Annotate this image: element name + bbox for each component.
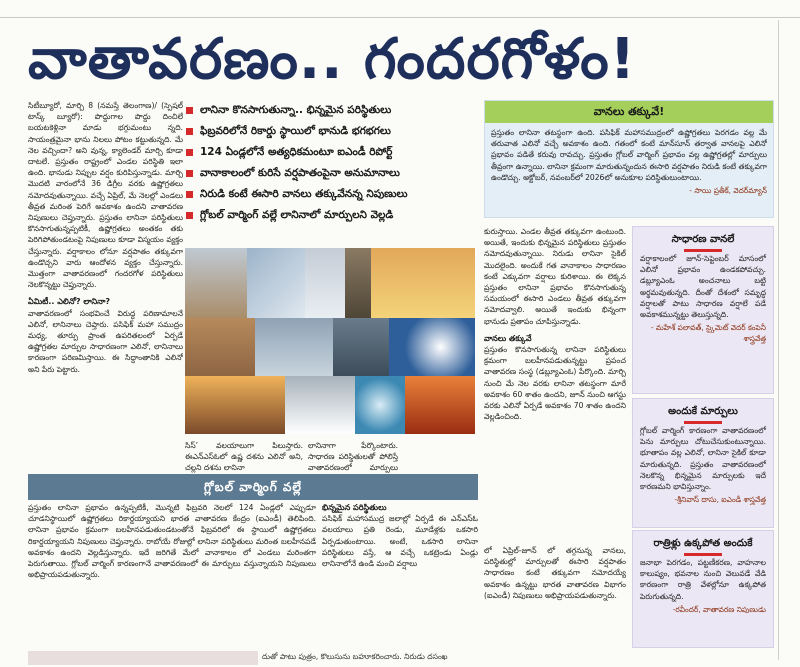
section-sub-head: భిన్నమైన పరిస్థితులు [322,503,387,512]
sidebar-box-night-heat [632,530,774,648]
left-sub-body: వాతావరణంలో సంభవించే విరుద్ధ పరిణామాలనే ఎలినో, లానినాలు చెప్తారు. పసిఫిక్ మహా సముద్రం మధ్య, తూర్పు ప్రాంత ఉపరితలంలో ఏర్పడే ఉష్ణోగ్రతల మార్పుల సాధారణంగా ఎలినో, లానినాలు కారణంగా పరిణమిస్తాయి. ఈ సిద్ధాంతానికి ఎలినో అని పేరు పెట్టారు. [28,308,183,374]
heat-city-photo [371,248,475,318]
left-body: భానుడు నిప్పుల వర్షం కురిపిస్తున్నాడు. మార్చి మొదటి వారంలోనే 36 డిగ్రీల వరకు ఉష్ణోగ్రతలు నమోదవుతున్నాయి. వచ్చే ఏప్రిల్, మే నెలల్లో ఎండలు తీవ్రత మరింత పెరిగే అవకాశం ఉందని వాతావరణ నిపుణులు చెప్తున్నారు. ప్రస్తుతం లానినా పరిస్థితులు కొనసాగుతున్నప్పటికీ, ఉష్ణోగ్రతలు అంతకం తకు పెరిగిపోతుండటంపై నిపుణులు కూడా విస్మయం వ్యక్తం చేస్తున్నారు. వర్షాకాలం లోనూ వర్షపాతం తక్కువగా ఉండొచ్చని వారు ఆందోళన వ్యక్తం చేస్తున్నారు. మొత్తంగా వాతావరణంలో గందరగోళ పరిస్థితులు నెలకొన్నట్టు చెప్తున్నారు. [28,168,183,290]
bullet-item: ఫిబ్రవరిలోనే రికార్డు స్థాయిలో భానుడి భగభగలు [186,121,476,142]
box-body: గ్లోబల్ వార్మింగ్ కారణంగా వాతావరణంలో పెను మార్పులు చోటుచేసుకుంటున్నాయి. భూతాపం వల్ల ఎలినో, లానినా సైకిల్ కూడా మారుతున్నది. ప్రస్తుతం వాతావరణంలో నెలకొన్న భిన్నమైన మార్పులకు ఇదే కారణమని భావిస్తున్నాం. -శ్రీనివాస్ దాసు, ఐఎండీ శాస్త్రవేత్త [640,426,766,505]
bullet-item: గ్లోబల్ వార్మింగ్ వల్లే లానినాలో మార్పులని వెల్లడి [186,205,476,226]
right-edge-column [778,20,800,660]
photo-collage [185,248,475,434]
global-warming-body: ప్రస్తుతం లానినా ప్రభావం ఉన్నప్పటికీ, మొన్నటి ఫిబ్రవరి నెలలో 124 ఏండ్లలో ఎప్పుడూ చూడనిస్థాయిలో ఉష్ణోగ్రతలు రికార్డయ్యాయని భారత వాతావరణ కేంద్రం (ఐఎండీ) తెలిపింది. లానినా ప్రభావం క్రమంగా బలహీనపడుతుండటంతోనే ఫిబ్రవరిలో ఈ స్థాయిలో ఉష్ణోగ్రతలు రికార్డయ్యాయని నిపుణులు చెప్తున్నారు. రాబోయే రోజుల్లో లానినా పరిస్థితులు మరింత బలహీనపడే అవకాశం ఉందని వెల్లడిస్తున్నారు. ఇదే జరిగితే మేలో వానాకాలం లో ఎండలు మరింతగా పెరుగుతాయి. గ్లోబల్ వార్మింగ్ కారణంగానే వాతావరణంలో ఈ మార్పులు వస్తున్నాయని నిపుణులు అభిప్రాయపడుతున్నారు. [28,503,316,580]
red-square-icon [186,170,193,177]
mid-continuation-2: లానినాగా పేర్కొంటారు. సాధారణ పరిస్థితులతో పోలిస్తే వాతావరణంలో మార్పులు [308,441,398,473]
red-square-icon [186,191,193,198]
signature: -శ్రీనివాస్ దాసు, ఐఎండీ శాస్త్రవేత్త [674,495,766,505]
sunset-photo [185,376,285,434]
red-square-icon [186,149,193,156]
highlight-bullets [186,100,476,250]
next-article-band [28,651,258,665]
sidebar-box-normal-rain [632,226,774,394]
global-warming-banner: గ్లోబల్ వార్మింగ్ వల్లే [28,474,478,500]
box-title: రాత్రిళ్లు ఉక్కపోత అందుకే [633,531,773,551]
hurricane-photo [355,376,405,434]
storm-photo [247,248,305,318]
cracked-earth-photo [185,318,255,376]
red-square-icon [186,212,193,219]
different-conditions-section: భిన్నమైన పరిస్థితులు పసిఫిక్ మహాసముద్ర జలాల్లో ఏర్పడే ఈ ఎన్ఎస్ఓ వలయాలు ప్రతి రెండు, మూడేళ్లకు ఒకసారి ఏర్పడుతుంటాయి. అంటే, ఒకసారి లానినా పరిస్థితులు వస్తే, ఆ వచ్చే ఒకట్రెండు ఏండ్లు లానినాలోనే ఉండి మంచి వర్షాలు [322,503,478,569]
wildfire-photo [405,376,475,434]
box-body: జనాభా పెరగడం, పట్టణీకరణ, వాహనాల కాలుష్యం, భవనాల నుంచి వెలువడే వేడి కారణంగా రాత్రి వేళల్లోనూ ఉక్కపోత పెరుగుతున్నది. -రవీందర్, వాతావరణ నిపుణుడు [640,558,766,614]
flood-photo [255,318,333,376]
column-three-sub-head: వానలు తక్కువే [484,333,532,343]
signature: -రవీందర్, వాతావరణ నిపుణుడు [672,604,766,614]
left-sub-head: ఏమిటీ.. ఎలినో? లానినా? [28,297,111,307]
bullet-item: 124 ఏండ్లలోనే అత్యధికమంటూ ఐఎండీ రిపోర్ట్ [186,142,476,163]
box-body: ప్రస్తుతం లానినా తటస్థంగా ఉంది. పసిఫిక్ మహాసముద్రంలో ఉష్ణోగ్రతలు పెరగడం వల్ల మే తరువాత ఎలినో వచ్చే అవకాశం ఉంది. గతంలో కంటే మాన్‌సూన్ తర్వాత వానలపై ఎలినో ప్రభావం పడితే కరువు రావచ్చు. ప్రస్తుతం గ్లోబల్ వార్మింగ్ ప్రభావం వల్ల ఉష్ణోగ్రతల్లో మార్పులు తీవ్రంగా ఉన్నాయి. లానినా క్రమంగా మారుతున్నందున ఈసారి వర్షపాతం నిరుడి కంటే తక్కువగా ఉండొచ్చు. అక్టోబర్, నవంబర్‌లో 2026లో అనుకూల పరిస్థితులుంటాయి. - సాయి ప్రతీక్, వెదర్‌మ్యాన్ [491,128,767,196]
headline: వాతావరణం.. గందరగోళం! [28,27,637,92]
dateline: సిటీబ్యూరో, మార్చి 8 (నమస్తే తెలంగాణ)/ (స్పెషల్ టాస్క్ బ్యూరో): పొద్దుగాల పొద్దు దించిలే బయటకెళ్లినా మాడు భగ్గుమంటు న్నది. సాయంత్రమైనా భాను నిలలు పోటం కట్టుతున్నది. మే నెల వచ్చిందా? అని వున్న, క్యాలెండర్ మార్చి కూడా దాటలే. ప్రస్తుతం రాష్ట్రంలో ఎండల పరిస్థితి ఇలా ఉంది. [28,101,183,178]
cyclone-photo [333,318,389,376]
sidebar-box-changes [632,398,774,528]
sidebar-box-less-rain [484,100,774,218]
red-square-icon [186,107,193,114]
signature: - సాయి ప్రతీక్, వెదర్‌మ్యాన్ [689,186,767,196]
satellite-photo [389,318,475,376]
box-body: వర్షాకాలంలో జూన్-సెప్టెంబర్ మాసంలో ఎలినో ప్రభావం ఉండకపోవచ్చు. డబ్ల్యూఎంఓ అంచనాలు బట్టి అర్థమవుతున్నది. దీంతో దేశంలో సమృద్ధ వర్షాలతో పాటు సాధారణ వర్షాలే పడే అవకాశమున్నట్టు తెలుస్తున్నది. - మహేశ్ పలావత్, స్కైమెట్ వెదర్ కంపెనీ శాస్త్రవేత్త [640,254,766,344]
mid-continuation-1: సిస్’ వలయాలుగా పిలుస్తారు. ఈఎన్ఎస్ఓలో ఉష్ణ దశను ఎలినో అని, చల్లని దశను లానినా [185,441,303,473]
left-column [28,100,183,470]
signature: - మహేశ్ పలావత్, స్కైమెట్ వెదర్ కంపెనీ శాస్త్రవేత్త [650,323,766,344]
bullet-item: వానాకాలంలో కురిసే వర్షపాతంపైనా అనుమానాలు [186,163,476,184]
bullet-item: లానినా కొనసాగుతున్నా.. భిన్నమైన పరిస్థితులు [186,100,476,121]
column-three-continuation: లో ఏప్రిల్-జూన్ లో తగ్గనున్న వానలు, పరిస్థితుల్లో మార్పులతో ఈసారి వర్షపాతం సాధారణం కంటే తక్కువగా నమోదయ్యే అవకాశం ఉన్నట్టు భారత వాతావరణ విభాగం (ఐఎండీ) నిపుణులు అభిప్రాయపడుతున్నారు. [484,546,626,600]
top-strip [0,0,800,18]
bullet-item: నిరుడి కంటే ఈసారి వానలు తక్కువేనన్న నిపుణులు [186,184,476,205]
box-title: వానలు తక్కువే! [485,101,773,123]
clouds-photo [285,376,355,434]
next-article-text: దుతో పాటు పుత్రం, కొలుసును బహూకరించారు. నిరుడు దసంఖ [262,652,448,661]
box-title: సాధారణ వానలే [633,227,773,247]
red-square-icon [186,128,193,135]
column-three: కురుస్తాయి. ఎండల తీవ్రత తక్కువగా ఉంటుంది. అయితే, ఇందుకు భిన్నమైన పరిస్థితులు ప్రస్తుతం నమోదవుతున్నాయి. నిరుడు లానినా సైకిల్ మొదలైంది. అందుకే గత వానాకాలం సాధారణం కంటే ఎక్కువగా వర్షాలు కురిశాయి. ఈ లెక్కన ప్రస్తుతం లానినా ప్రభావం కొనసాగుతున్న సమయంలో ఈసారి ఎండలు తీవ్రత తక్కువగా నమోదవ్వాలి. అయితే ఇందుకు భిన్నంగా భానుడు ప్రతాపం చూపిస్తున్నాడు. వానలు తక్కువే ప్రస్తుతం కొనసాగుతున్న లానినా పరిస్థితులు క్రమంగా బలహీనపడుతున్నట్టు ప్రపంచ వాతావరణ సంస్థ (డబ్ల్యూఎంఓ) పేర్కొంది. మార్చి నుంచి మే నెల వరకు లానినా తటస్థంగా మారే అవకాశం 60 శాతం ఉందని, జూన్ నుంచి ఆగస్టు వరకు ఎలినో ఏర్పడే అవకాశం 70 శాతం ఉందని వెల్లడించింది. [484,227,626,422]
box-title: అందుకే మార్పులు [633,399,773,419]
hail-photo [305,248,345,318]
tree-photo [345,248,371,318]
drought-photo [185,248,247,318]
